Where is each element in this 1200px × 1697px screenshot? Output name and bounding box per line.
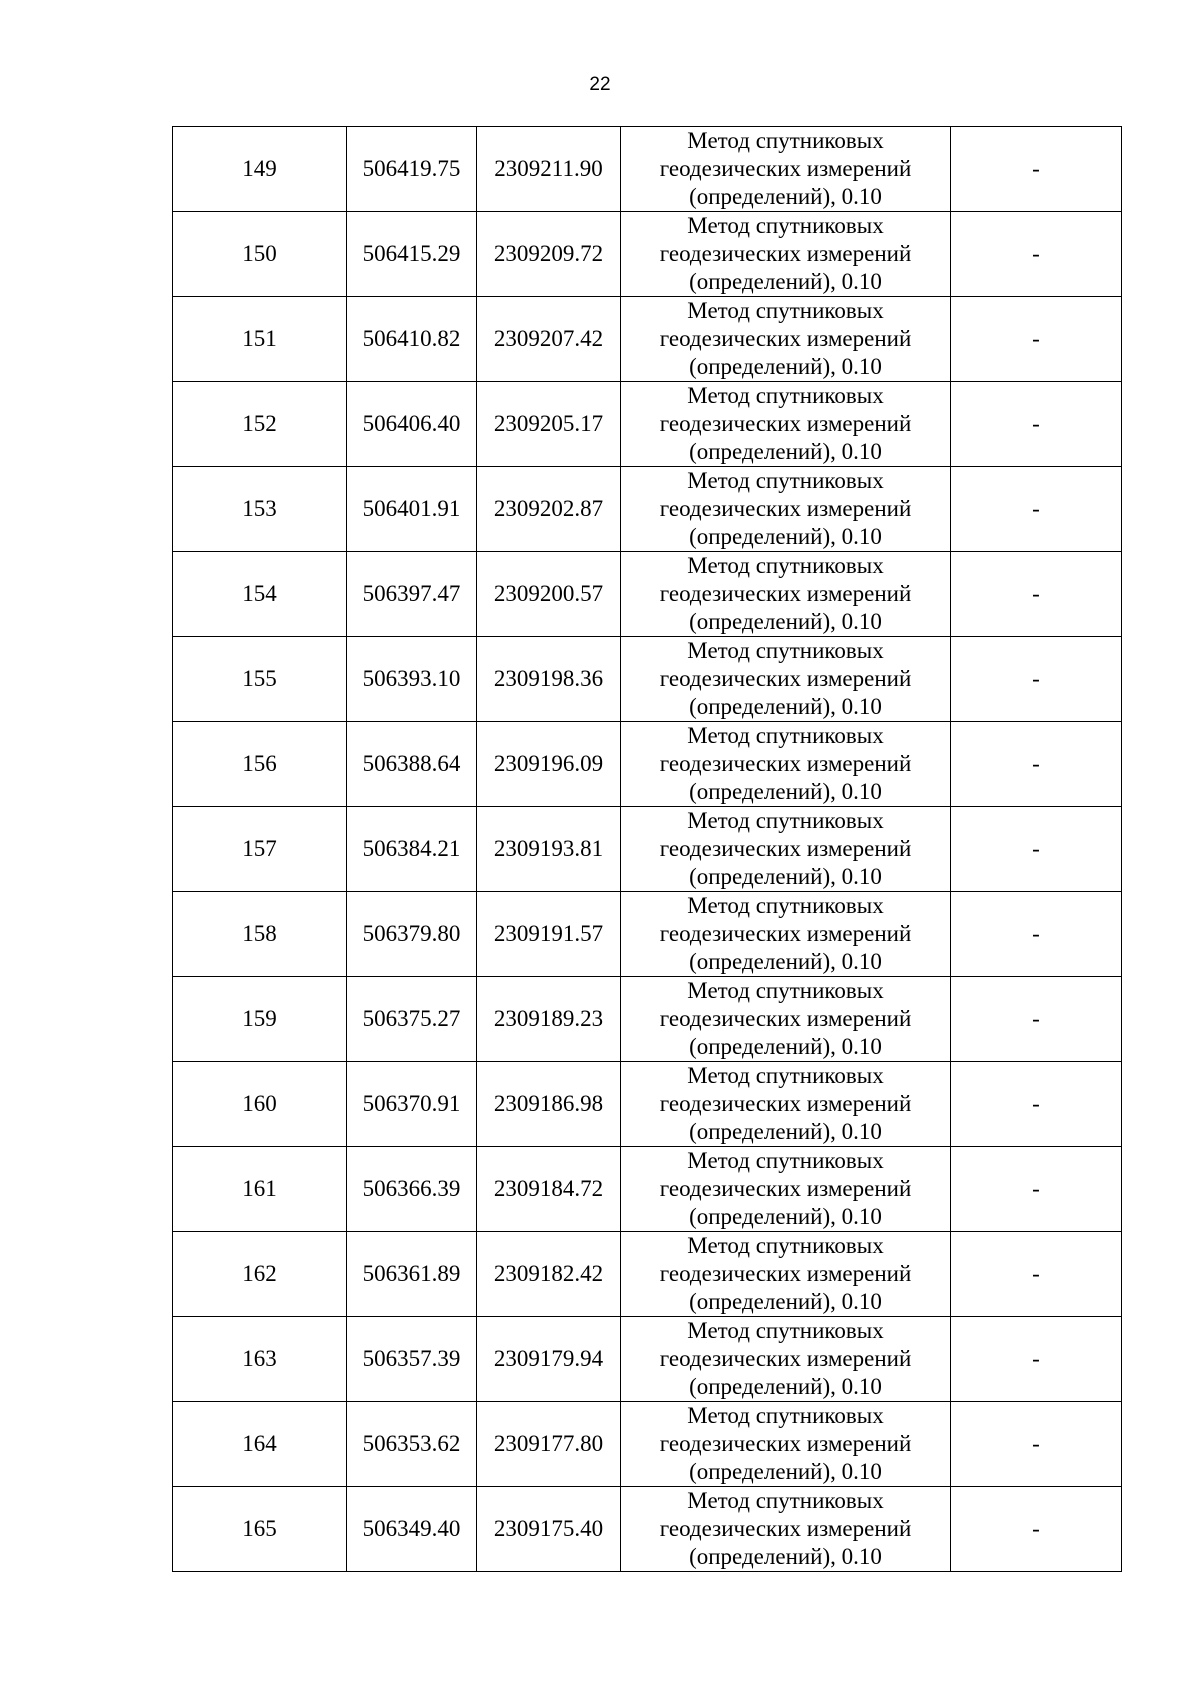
method-cell: Метод спутниковых геодезических измерений (определений), 0.10 [621, 382, 951, 467]
x-coordinate-cell: 506388.64 [347, 722, 477, 807]
x-coordinate-cell: 506406.40 [347, 382, 477, 467]
y-coordinate-cell: 2309209.72 [477, 212, 621, 297]
method-cell: Метод спутниковых геодезических измерений (определений), 0.10 [621, 1062, 951, 1147]
point-number-cell: 150 [173, 212, 347, 297]
y-coordinate-cell: 2309182.42 [477, 1232, 621, 1317]
x-coordinate-cell: 506370.91 [347, 1062, 477, 1147]
table-row [173, 1147, 1122, 1232]
point-number-cell: 164 [173, 1402, 347, 1487]
y-coordinate-cell: 2309191.57 [477, 892, 621, 977]
point-number-cell: 152 [173, 382, 347, 467]
y-coordinate-cell: 2309179.94 [477, 1317, 621, 1402]
y-coordinate-cell: 2309207.42 [477, 297, 621, 382]
method-cell: Метод спутниковых геодезических измерений (определений), 0.10 [621, 977, 951, 1062]
point-number-cell: 157 [173, 807, 347, 892]
table-row [173, 892, 1122, 977]
table-row [173, 637, 1122, 722]
point-number-cell: 156 [173, 722, 347, 807]
note-cell: - [951, 1402, 1122, 1487]
table-row [173, 722, 1122, 807]
point-number-cell: 161 [173, 1147, 347, 1232]
note-cell: - [951, 552, 1122, 637]
table-row [173, 1232, 1122, 1317]
method-cell: Метод спутниковых геодезических измерений (определений), 0.10 [621, 807, 951, 892]
note-cell: - [951, 297, 1122, 382]
x-coordinate-cell: 506361.89 [347, 1232, 477, 1317]
y-coordinate-cell: 2309175.40 [477, 1487, 621, 1572]
table-row [173, 127, 1122, 212]
y-coordinate-cell: 2309186.98 [477, 1062, 621, 1147]
x-coordinate-cell: 506419.75 [347, 127, 477, 212]
note-cell: - [951, 212, 1122, 297]
note-cell: - [951, 1317, 1122, 1402]
x-coordinate-cell: 506366.39 [347, 1147, 477, 1232]
note-cell: - [951, 722, 1122, 807]
y-coordinate-cell: 2309205.17 [477, 382, 621, 467]
y-coordinate-cell: 2309196.09 [477, 722, 621, 807]
x-coordinate-cell: 506393.10 [347, 637, 477, 722]
method-cell: Метод спутниковых геодезических измерений (определений), 0.10 [621, 212, 951, 297]
point-number-cell: 163 [173, 1317, 347, 1402]
note-cell: - [951, 892, 1122, 977]
coordinates-table [172, 126, 1122, 1572]
x-coordinate-cell: 506415.29 [347, 212, 477, 297]
point-number-cell: 162 [173, 1232, 347, 1317]
x-coordinate-cell: 506401.91 [347, 467, 477, 552]
table-row [173, 1062, 1122, 1147]
point-number-cell: 153 [173, 467, 347, 552]
x-coordinate-cell: 506410.82 [347, 297, 477, 382]
method-cell: Метод спутниковых геодезических измерений (определений), 0.10 [621, 892, 951, 977]
method-cell: Метод спутниковых геодезических измерений (определений), 0.10 [621, 552, 951, 637]
table-row [173, 297, 1122, 382]
method-cell: Метод спутниковых геодезических измерений (определений), 0.10 [621, 637, 951, 722]
point-number-cell: 154 [173, 552, 347, 637]
note-cell: - [951, 1062, 1122, 1147]
table-row [173, 552, 1122, 637]
method-cell: Метод спутниковых геодезических измерений (определений), 0.10 [621, 722, 951, 807]
table-row [173, 1402, 1122, 1487]
y-coordinate-cell: 2309198.36 [477, 637, 621, 722]
note-cell: - [951, 637, 1122, 722]
method-cell: Метод спутниковых геодезических измерений (определений), 0.10 [621, 1147, 951, 1232]
page-number: 22 [589, 74, 611, 95]
table-row [173, 1487, 1122, 1572]
y-coordinate-cell: 2309189.23 [477, 977, 621, 1062]
note-cell: - [951, 467, 1122, 552]
method-cell: Метод спутниковых геодезических измерений (определений), 0.10 [621, 1487, 951, 1572]
method-cell: Метод спутниковых геодезических измерений (определений), 0.10 [621, 1232, 951, 1317]
table-row [173, 212, 1122, 297]
method-cell: Метод спутниковых геодезических измерений (определений), 0.10 [621, 467, 951, 552]
note-cell: - [951, 1147, 1122, 1232]
point-number-cell: 165 [173, 1487, 347, 1572]
coordinates-table-body [173, 127, 1122, 1572]
y-coordinate-cell: 2309211.90 [477, 127, 621, 212]
table-row [173, 807, 1122, 892]
x-coordinate-cell: 506379.80 [347, 892, 477, 977]
y-coordinate-cell: 2309202.87 [477, 467, 621, 552]
method-cell: Метод спутниковых геодезических измерений (определений), 0.10 [621, 127, 951, 212]
table-row [173, 1317, 1122, 1402]
note-cell: - [951, 1487, 1122, 1572]
point-number-cell: 159 [173, 977, 347, 1062]
point-number-cell: 149 [173, 127, 347, 212]
x-coordinate-cell: 506397.47 [347, 552, 477, 637]
y-coordinate-cell: 2309184.72 [477, 1147, 621, 1232]
point-number-cell: 151 [173, 297, 347, 382]
point-number-cell: 155 [173, 637, 347, 722]
note-cell: - [951, 382, 1122, 467]
x-coordinate-cell: 506353.62 [347, 1402, 477, 1487]
table-row [173, 467, 1122, 552]
point-number-cell: 158 [173, 892, 347, 977]
y-coordinate-cell: 2309193.81 [477, 807, 621, 892]
table-row [173, 977, 1122, 1062]
x-coordinate-cell: 506384.21 [347, 807, 477, 892]
y-coordinate-cell: 2309177.80 [477, 1402, 621, 1487]
y-coordinate-cell: 2309200.57 [477, 552, 621, 637]
point-number-cell: 160 [173, 1062, 347, 1147]
table-row [173, 382, 1122, 467]
method-cell: Метод спутниковых геодезических измерений (определений), 0.10 [621, 297, 951, 382]
method-cell: Метод спутниковых геодезических измерений (определений), 0.10 [621, 1317, 951, 1402]
note-cell: - [951, 127, 1122, 212]
x-coordinate-cell: 506349.40 [347, 1487, 477, 1572]
x-coordinate-cell: 506375.27 [347, 977, 477, 1062]
note-cell: - [951, 977, 1122, 1062]
method-cell: Метод спутниковых геодезических измерений (определений), 0.10 [621, 1402, 951, 1487]
x-coordinate-cell: 506357.39 [347, 1317, 477, 1402]
note-cell: - [951, 807, 1122, 892]
note-cell: - [951, 1232, 1122, 1317]
